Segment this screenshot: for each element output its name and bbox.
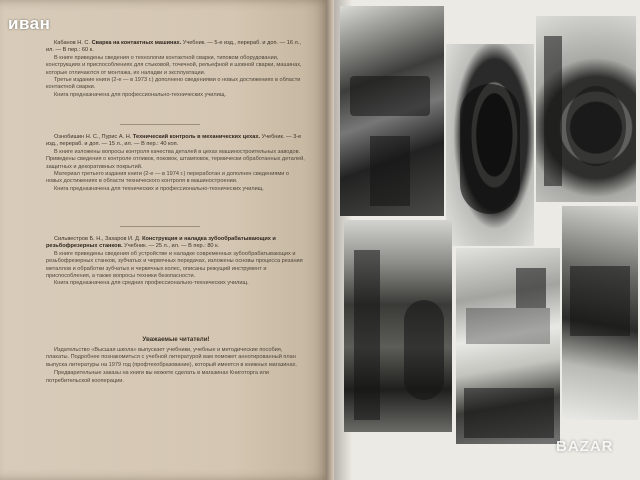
truck-cab-photo [340, 6, 444, 216]
entry-paragraph: Книга предназначена для средних профессионально-технических училищ. [54, 280, 249, 287]
seller-watermark: иван [8, 14, 51, 33]
tire-photo [446, 44, 534, 246]
mechanic-at-truck-photo [344, 220, 452, 432]
notice-paragraph: Издательство «Высшая школа» выпускает учебники, учебные и методические пособия, плакаты. Подробнее познакомиться с учебной литературой вам поможет аннотированный план выпуска литературы на 1979 год (профтехобразование), который имеется в книжных магазинах. [46, 347, 297, 368]
publisher-notice [46, 347, 306, 386]
entry-paragraph: В книге приведены сведения об устройстве и наладке современных зубообрабатывающих и резьбофрезерных станков, зубчатых и червячных передачах, изложены основы процесса резания металлов и обработки зубчатых и червячных колес, описаны режущий инструмент и приспособления, а также вопросы техники безопасности. [46, 250, 303, 280]
entry-paragraph: Книга предназначена для профессионально-технических училищ. [54, 91, 226, 98]
entry-title: Технический контроль в механических цехах. [132, 134, 260, 140]
entry-title: Конструкция и наладка зубообрабатывающих и резьбофрезерных станков. [46, 236, 276, 250]
engine-bay-photo [562, 206, 638, 420]
entry-authors: Ознобишин Н. С., Пурис А. Н. [54, 134, 132, 140]
entry-divider [120, 226, 200, 227]
entry-authors: Сильвестров Б. Н., Захаров И. Д. [54, 236, 141, 242]
notice-title: Уважаемые читатели! [142, 336, 210, 343]
marketplace-watermark: BAZAR [556, 438, 614, 455]
entry-details: Учебник. — 25 л., ил. — В пер.: 80 к. [124, 243, 220, 250]
entry-paragraph: Материал третьего издания книги (2-е — в 1974 г.) переработан и дополнен сведениями о новых достижениях в области технического контроля в машиностроении. [46, 171, 290, 185]
entry-paragraph: В книге изложены вопросы контроля качества деталей в цехах машиностроительных заводов. Приведены сведения о контроле отливок, поковок, штамповок, термически обработанных деталей, защитных и декоративных покрытий. [46, 148, 305, 170]
entry-paragraph: Книга предназначена для технических и профессионально-технических училищ. [54, 185, 264, 192]
entry-title: Сварка на контактных машинах. [91, 40, 182, 46]
notice-paragraph: Предварительные заказы на книги вы можете сделать в магазинах Книготорга или потребительской кооперации. [46, 370, 270, 384]
entry-details: Учебник. — 5-е изд., перераб. и доп. — 16 л., ил. — В пер.: 60 к. [46, 40, 301, 54]
entry-paragraph: В книге приведены сведения о технологии контактной сварки, типовом оборудовании, конструкциях и приспособлениях для стыковой, точечной, рельефной и шовной сварки, машинах, которые отличаются от монтажа, их наладки и эксплуатации. [46, 54, 302, 76]
entry-divider [120, 124, 200, 125]
entry-details: Учебник. — 3-е изд., перераб. и доп. — 15 л., ил. — В пер.: 40 коп. [46, 134, 302, 148]
entry-paragraph: Третье издание книги (2-е — в 1973 г.) дополнено сведениями о новых достижениях в области контактной сварки. [46, 77, 301, 91]
wheel-mechanic-photo [536, 16, 636, 202]
book-entry-3 [46, 236, 306, 288]
book-entry-1 [46, 40, 306, 99]
book-entry-2 [46, 134, 306, 193]
entry-authors: Кабанов Н. С. [54, 40, 91, 46]
truck-front-photo [456, 248, 560, 444]
